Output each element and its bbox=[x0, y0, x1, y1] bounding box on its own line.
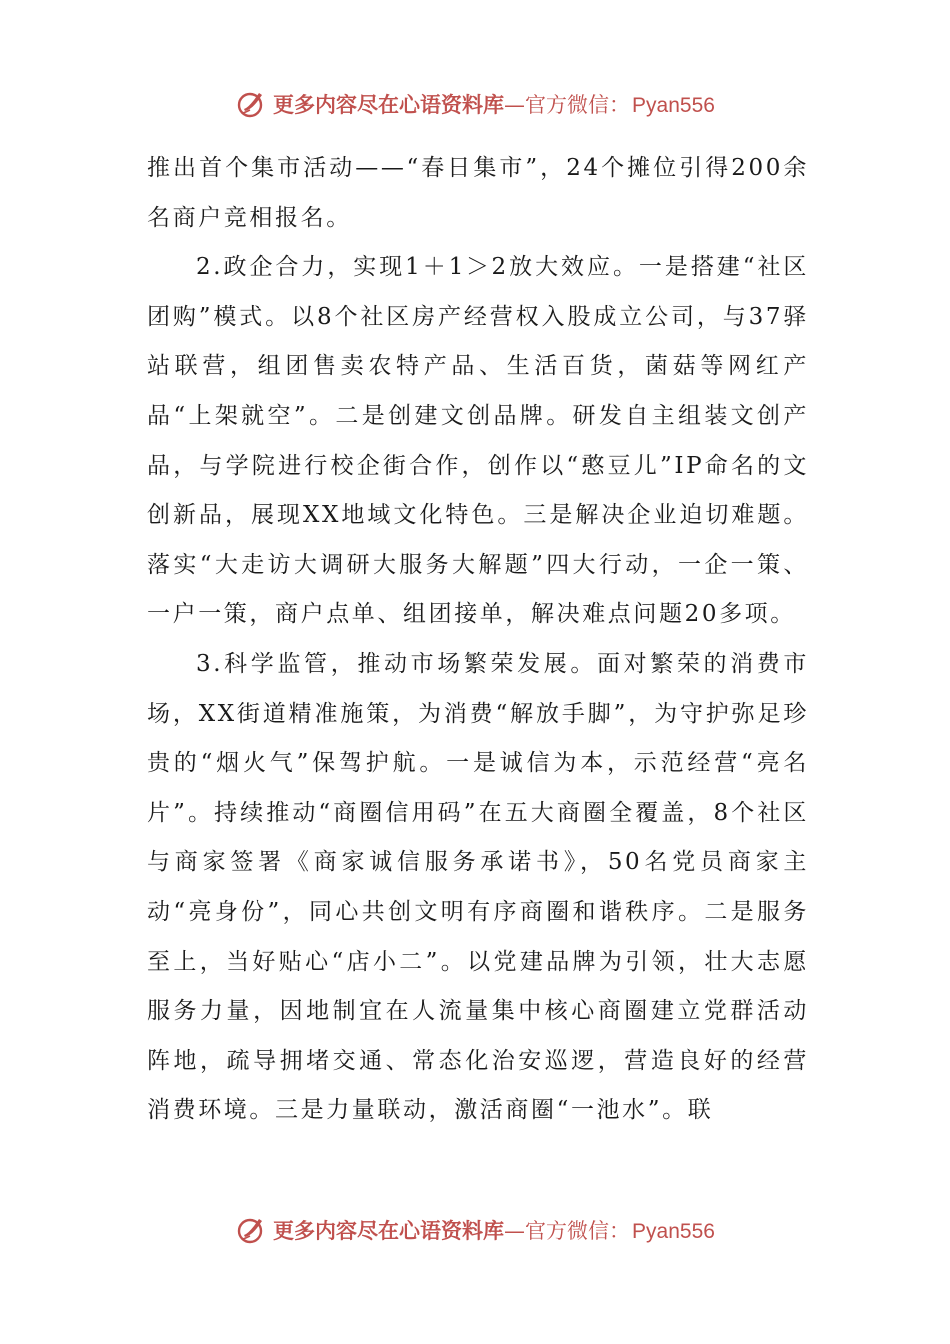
footer-main-text: 更多内容尽在心语资料库 bbox=[273, 1218, 505, 1243]
body-paragraph: 2.政企合力，实现1＋1＞2放大效应。一是搭建“社区团购”模式。以8个社区房产经营权入股成立公司，与37驿站联营，组团售卖农特产品、生活百货，菌菇等网红产品“上架就空”。二是创建文创品牌。研发自主组装文创产品，与学院进行校企街合作，创作以“憨豆儿”IP命名的文创新品，展现XX地域文化特色。三是解决企业迫切难题。落实“大走访大调研大服务大解题”四大行动，一企一策、一户一策，商户点单、组团接单，解决难点问题20多项。 bbox=[147, 254, 809, 628]
footer-wechat-label: 官方微信： bbox=[525, 1219, 631, 1243]
header-dash: — bbox=[504, 93, 526, 117]
header-wechat-label: 官方微信： bbox=[525, 93, 631, 117]
pen-in-circle-icon bbox=[235, 88, 267, 120]
body-paragraph: 推出首个集市活动——“春日集市”，24个摊位引得200余名商户竞相报名。 bbox=[147, 155, 809, 231]
body-paragraph: 3.科学监管，推动市场繁荣发展。面对繁荣的消费市场，XX街道精准施策，为消费“解放手脚”，为守护弥足珍贵的“烟火气”保驾护航。一是诚信为本，示范经营“亮名片”。持续推动“商圈信用码”在五大商圈全覆盖，8个社区与商家签署《商家诚信服务承诺书》，50名党员商家主动“亮身份”，同心共创文明有序商圈和谐秩序。二是服务至上，当好贴心“店小二”。以党建品牌为引领，壮大志愿服务力量，因地制宜在人流量集中核心商圈建立党群活动阵地，疏导拥堵交通、常态化治安巡逻，营造良好的经营消费环境。三是力量联动，激活商圈“一池水”。联 bbox=[147, 650, 809, 1124]
document-body bbox=[147, 144, 809, 1136]
footer-text bbox=[273, 1215, 715, 1245]
footer-banner bbox=[0, 1210, 950, 1250]
header-banner bbox=[0, 84, 950, 124]
footer-wechat-id: Pyan556 bbox=[632, 1220, 715, 1243]
header-text bbox=[273, 89, 715, 119]
footer-dash: — bbox=[504, 1219, 526, 1243]
header-main-text: 更多内容尽在心语资料库 bbox=[273, 92, 505, 117]
header-wechat-id: Pyan556 bbox=[632, 94, 715, 117]
pen-in-circle-icon bbox=[235, 1214, 267, 1246]
